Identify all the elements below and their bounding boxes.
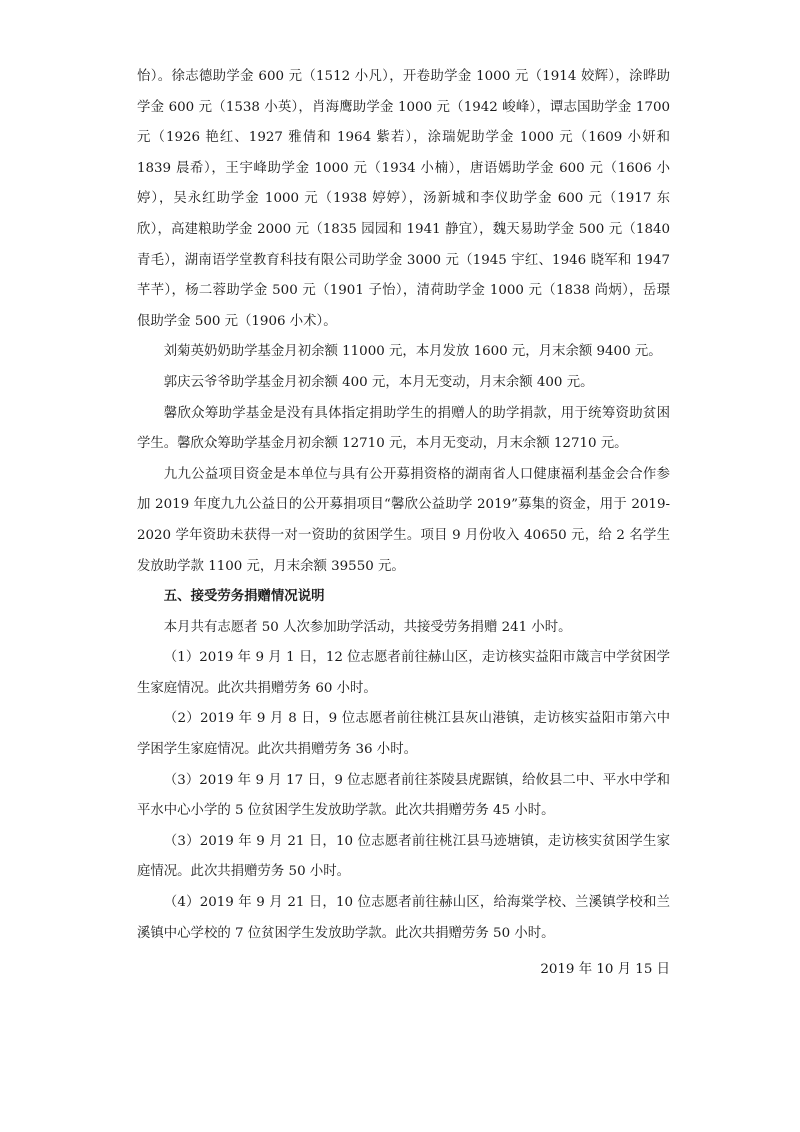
paragraph-donor-list: 怡）。徐志德助学金 600 元（1512 小凡），开卷助学金 1000 元（1914 姣辉），涂晔助学金 600 元（1538 小英），肖海鹰助学金 1000 元（1942 峻峰），谭志国助学金 1700 元（1926 艳红、1927 雅倩和 1964 紫若），涂瑞妮助学金 1000 元（1609 小妍和 1839 晨希），王宇峰助学金 1000 元（1934 小楠），唐语嫣助学金 600 元（1606 小婷），吴永红助学金 1000 元（1938 婷婷），汤新城和李仪助学金 600 元（1917 东欣），高建粮助学金 2000 元（1835 园园和 1941 静宜），魏天易助学金 500 元（1840 青毛），湖南语学堂教育科技有限公司助学金 3000 元（1945 宇红、1946 晓军和 1947 芊芊），杨二蓉助学金 500 元（1901 子怡），清荷助学金 1000 元（1838 尚炳），岳璟佷助学金 500 元（1906 小术）。	[137, 69, 670, 329]
paragraph-labor-summary: 本月共有志愿者 50 人次参加助学活动，共接受劳务捐赠 241 小时。	[163, 619, 572, 635]
list-item-labor-4: （4）2019 年 9 月 21 日，10 位志愿者前往赫山区，给海棠学校、兰溪镇学校和兰溪镇中心学校的 7 位贫困学生发放助学款。此次共捐赠劳务 50 小时。	[137, 895, 670, 941]
paragraph-99-project: 九九公益项目资金是本单位与具有公开募捐资格的湖南省人口健康福利基金会合作参加 2019 年度九九公益日的公开募捐项目“馨欣公益助学 2019”募集的资金，用于 2019-2020 学年资助未获得一对一资助的贫困学生。项目 9 月份收入 40650 元，给 2 名学生发放助学款 1100 元，月末余额 39550 元。	[137, 466, 670, 574]
paragraph-xinxin-fund: 馨欣众筹助学基金是没有具体指定捐助学生的捐赠人的助学捐款，用于统筹资助贫困学生。馨欣众筹助学基金月初余额 12710 元，本月无变动，月末余额 12710 元。	[137, 405, 670, 452]
list-item-labor-1: （1）2019 年 9 月 1 日，12 位志愿者前往赫山区，走访核实益阳市箴言中学贫困学生家庭情况。此次共捐赠劳务 60 小时。	[137, 650, 670, 696]
document-date: 2019 年 10 月 15 日	[540, 962, 670, 978]
paragraph-liu-fund: 刘菊英奶奶助学基金月初余额 11000 元，本月发放 1600 元，月末余额 9400 元。	[163, 344, 662, 360]
list-item-labor-2: （2）2019 年 9 月 8 日，9 位志愿者前往桃江县灰山港镇，走访核实益阳市第六中学困学生家庭情况。此次共捐赠劳务 36 小时。	[137, 711, 670, 758]
list-item-labor-3b: （3）2019 年 9 月 21 日，10 位志愿者前往桃江县马迹塘镇，走访核实贫困学生家庭情况。此次共捐赠劳务 50 小时。	[137, 833, 670, 880]
list-item-labor-3a: （3）2019 年 9 月 17 日，9 位志愿者前往茶陵县虎踞镇，给攸县二中、平水中学和平水中心小学的 5 位贫困学生发放助学款。此次共捐赠劳务 45 小时。	[137, 772, 670, 819]
document-body	[137, 62, 670, 986]
section-heading-labor: 五、接受劳务捐赠情况说明	[163, 589, 325, 605]
paragraph-guo-fund: 郭庆云爷爷助学基金月初余额 400 元，本月无变动，月末余额 400 元。	[163, 374, 594, 390]
